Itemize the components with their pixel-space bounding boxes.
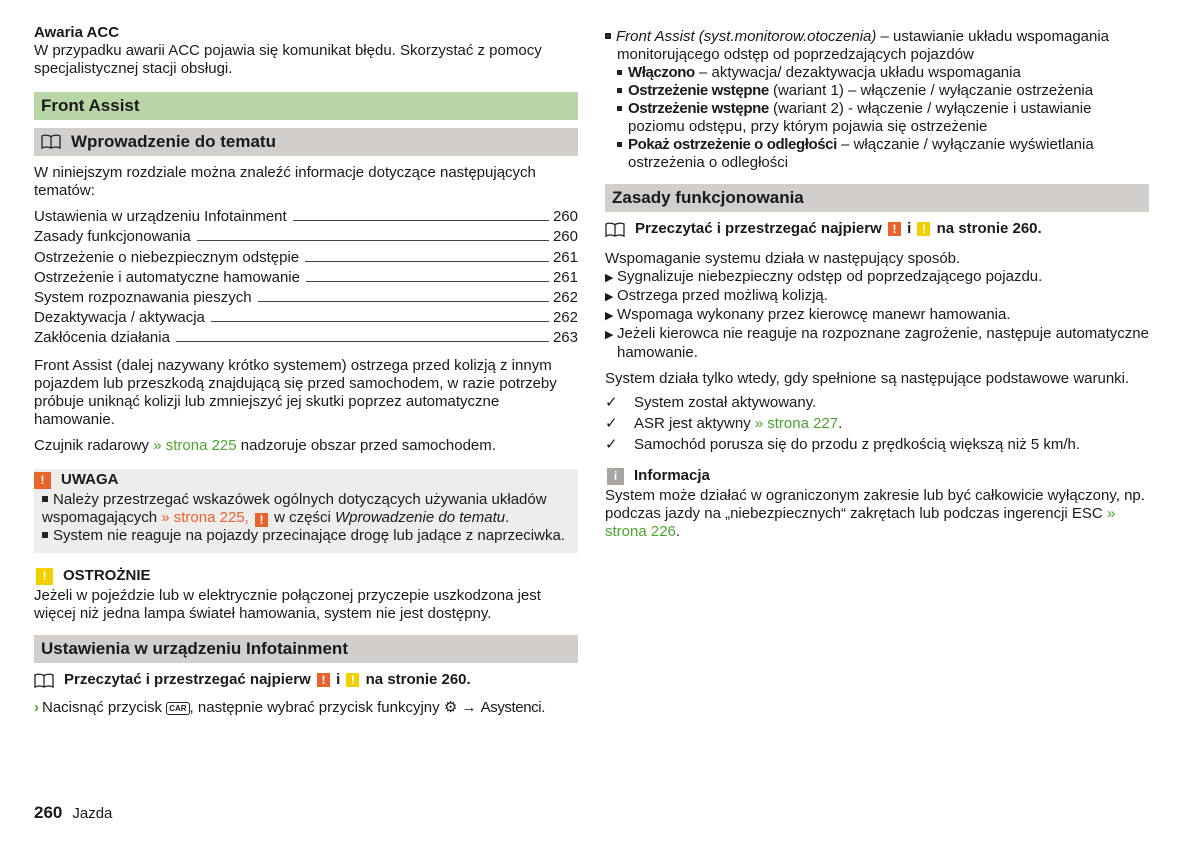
read-first-and: i [907,220,912,237]
caution-icon: ! [917,222,930,236]
list-item-text: Jeżeli kierowca nie reaguje na rozpoznane zagrożenie, następuje automatyczne hamowanie. [617,325,1149,361]
bullet-square-icon [617,106,622,111]
infotainment-header: Ustawienia w urządzeniu Infotainment [34,635,578,663]
bullet-square-icon [42,496,48,502]
warning-b1-end: . [505,509,510,527]
triangle-bullet-icon: ▶ [605,329,614,341]
book-icon [41,134,61,149]
bullet-square-icon [617,70,622,75]
radar-text-pre: Czujnik radarowy [34,437,154,455]
toc-leader [176,341,549,342]
bullet-square-icon [617,142,622,147]
radar-text [34,437,578,455]
warning-b1-text: Należy przestrzegać wskazówek ogólnych dotyczących używania układów wspomagających [42,491,547,527]
caution-title-label: OSTROŻNIE [63,567,151,585]
list-item-text: Ostrzega przed możliwą kolizją. [617,287,828,304]
submenu-item-label: Ostrzeżenie wstępne [628,82,769,99]
check-icon: ✓ [605,393,618,411]
toc-page: 263 [552,329,578,347]
acc-title: Awaria ACC [34,24,120,41]
check-icon: ✓ [605,414,618,432]
intro-header [34,128,578,156]
info-icon: i [607,468,624,485]
front-assist-header: Front Assist [34,92,578,120]
warning-bullet [42,527,570,545]
support-list [605,268,1149,362]
submenu-item-text: (wariant 2) - włączenie / wyłączenie i ustawianie poziomu odstępu, przy którym pojawia się ostrzeżenie [628,100,1092,135]
read-first-page: na stronie 260. [365,671,471,689]
toc-leader [258,301,549,302]
fa-submenu [605,64,1149,172]
caution-title [34,565,578,587]
check-item [605,392,1149,413]
toc-leader [197,240,549,241]
info-text-end: . [675,523,681,540]
step-menu-label: Asystenci [480,699,542,717]
list-item [605,287,1149,306]
toc-item[interactable] [34,246,578,266]
page-number: 260 [34,803,63,822]
warning-b1-italic: Wprowadzenie do tematu [334,509,506,527]
toc-item[interactable] [34,287,578,307]
book-icon [605,222,625,237]
caution-icon: ! [36,568,53,585]
read-first-and: i [336,671,341,689]
toc-item[interactable] [34,267,578,287]
check-item [605,413,1149,434]
section-name: Jazda [72,805,113,822]
asr-page-link[interactable]: » strona 227 [754,414,839,432]
read-first-page: na stronie 260. [936,220,1042,237]
submenu-item [605,82,1149,100]
arrow-icon: → [457,699,481,717]
caution-icon: ! [346,673,359,687]
toc-item[interactable] [34,226,578,246]
toc-label: Zasady funkcjonowania [34,228,191,246]
list-item [605,306,1149,325]
toc-item[interactable] [34,307,578,327]
check-item-text: Samochód porusza się do przodu z prędkością większą niż 5 km/h. [634,435,1081,453]
toc-leader [211,321,549,322]
submenu-item [605,136,1149,172]
toc-page: 262 [552,309,578,327]
fa-menu-italic: Front Assist (syst.monitorow.otoczenia) [616,28,877,45]
submenu-item [605,100,1149,136]
read-first-notice [34,669,578,691]
toc-leader [293,220,549,221]
submenu-item-label: Ostrzeżenie wstępne [628,100,769,117]
step-chevron-icon: › [34,699,39,717]
toc-page: 260 [552,228,578,246]
warning-inline-icon: ! [255,513,268,527]
esc-page-link[interactable]: » strona 226 [605,505,1116,540]
submenu-item-text: (wariant 1) – włączenie / wyłączanie ostrzeżenia [768,82,1094,99]
info-title [605,465,1149,487]
toc-page: 260 [552,208,578,226]
submenu-item [605,64,1149,82]
warning-title-label: UWAGA [61,471,119,489]
toc-label: Ustawienia w urządzeniu Infotainment [34,208,287,226]
check-icon: ✓ [605,435,618,453]
info-title-label: Informacja [634,467,710,484]
toc-label: Dezaktywacja / aktywacja [34,309,205,327]
car-button-icon: CAR [166,702,189,715]
read-first-text: Przeczytać i przestrzegać najpierw [635,220,882,237]
toc-list [34,206,578,347]
warning-icon: ! [34,472,51,489]
triangle-bullet-icon: ▶ [605,291,614,303]
page-footer [34,804,112,823]
fa-menu-item [605,28,1149,64]
list-item [605,325,1149,362]
toc-label: System rozpoznawania pieszych [34,288,252,306]
info-text-body: System może działać w ograniczonym zakresie lub być całkowicie wyłączony, np. podczas jazdy na „niebezpiecznych“ zakrętach lub podczas ingerencji ESC [605,487,1145,522]
toc-label: Ostrzeżenie o niebezpiecznym odstępie [34,248,300,266]
intro-text: W niniejszym rozdziale można znaleźć informacje dotyczące następujących tematów: [34,164,536,199]
check-item [605,434,1149,455]
submenu-item-label: Pokaż ostrzeżenie o odległości [628,136,837,153]
submenu-item-label: Włączono [628,64,695,81]
toc-item[interactable] [34,206,578,226]
toc-page: 261 [552,248,578,266]
list-item-text: Sygnalizuje niebezpieczny odstęp od poprzedzającego pojazdu. [617,268,1043,285]
read-first-notice [605,218,1149,240]
read-first-text: Przeczytać i przestrzegać najpierw [64,671,311,689]
toc-item[interactable] [34,327,578,347]
check-item-text: System został aktywowany. [634,393,817,411]
front-assist-description: Front Assist (dalej nazywany krótko systemem) ostrzega przed kolizją z innym pojazdem lub przeszkodą znajdującą się przed samochodem, w razie potrzeby próbuje uniknąć kolizji lub zmniejszyć jej skutki poprzez automatyczne hamowanie. [34,357,557,429]
submenu-item-text: – aktywacja/ dezaktywacja układu wspomagania [694,64,1021,81]
warning-icon: ! [317,673,330,687]
warning-b1-mid: w części [269,509,335,527]
right-column [605,28,1149,541]
warning-box [34,469,578,553]
warning-b2-text: System nie reaguje na pojazdy przecinające drogę lub jadące z naprzeciwka. [53,527,565,545]
toc-label: Zakłócenia działania [34,329,170,347]
list-item [605,268,1149,287]
radar-text-post: nadzoruje obszar przed samochodem. [236,437,496,455]
check-item-text: ASR jest aktywny [634,414,751,432]
toc-leader [305,261,549,262]
bullet-square-icon [617,88,622,93]
conditions-intro: System działa tylko wtedy, gdy spełnione są następujące podstawowe warunki. [605,370,1130,387]
triangle-bullet-icon: ▶ [605,272,614,284]
warning-icon: ! [888,222,901,236]
caution-text: Jeżeli w pojeździe lub w elektrycznie połączonej przyczepie uszkodzona jest więcej niż jedna lampa świateł hamowania, system nie jest dostępny. [34,587,541,623]
step-text-mid: , następnie wybrać przycisk funkcyjny [189,699,444,717]
warning-bullet [42,491,570,527]
info-text [605,487,1149,541]
step-text-end: . [541,699,546,717]
book-icon [34,673,54,688]
toc-page: 261 [552,268,578,286]
warning-title [42,469,570,491]
toc-leader [306,281,549,282]
support-intro: Wspomaganie systemu działa w następujący sposób. [605,250,961,267]
instruction-step [34,699,578,717]
acc-text: W przypadku awarii ACC pojawia się komunikat błędu. Skorzystać z pomocy specjalistycznej stacji obsługi. [34,42,542,77]
fa-menu-text: – ustawianie układu wspomagania monitorującego odstęp od poprzedzających pojazdów [617,28,1110,63]
left-column [34,24,578,717]
list-item-text: Wspomaga wykonany przez kierowcę manewr hamowania. [617,306,1011,323]
toc-page: 262 [552,288,578,306]
triangle-bullet-icon: ▶ [605,310,614,322]
submenu-item-text: – włączanie / wyłączanie wyświetlania ostrzeżenia o odległości [628,136,1094,171]
gear-icon: ⚙ [443,699,458,717]
check-item-end: . [838,414,843,432]
bullet-square-icon [605,33,611,39]
intro-header-label: Wprowadzenie do tematu [71,132,276,151]
radar-page-link[interactable]: » strona 225 [153,437,237,455]
step-text-pre: Nacisnąć przycisk [42,699,167,717]
bullet-square-icon [42,532,48,538]
zasady-header: Zasady funkcjonowania [605,184,1149,212]
toc-label: Ostrzeżenie i automatyczne hamowanie [34,268,300,286]
warning-page-link[interactable]: » strona 225, [161,509,249,527]
